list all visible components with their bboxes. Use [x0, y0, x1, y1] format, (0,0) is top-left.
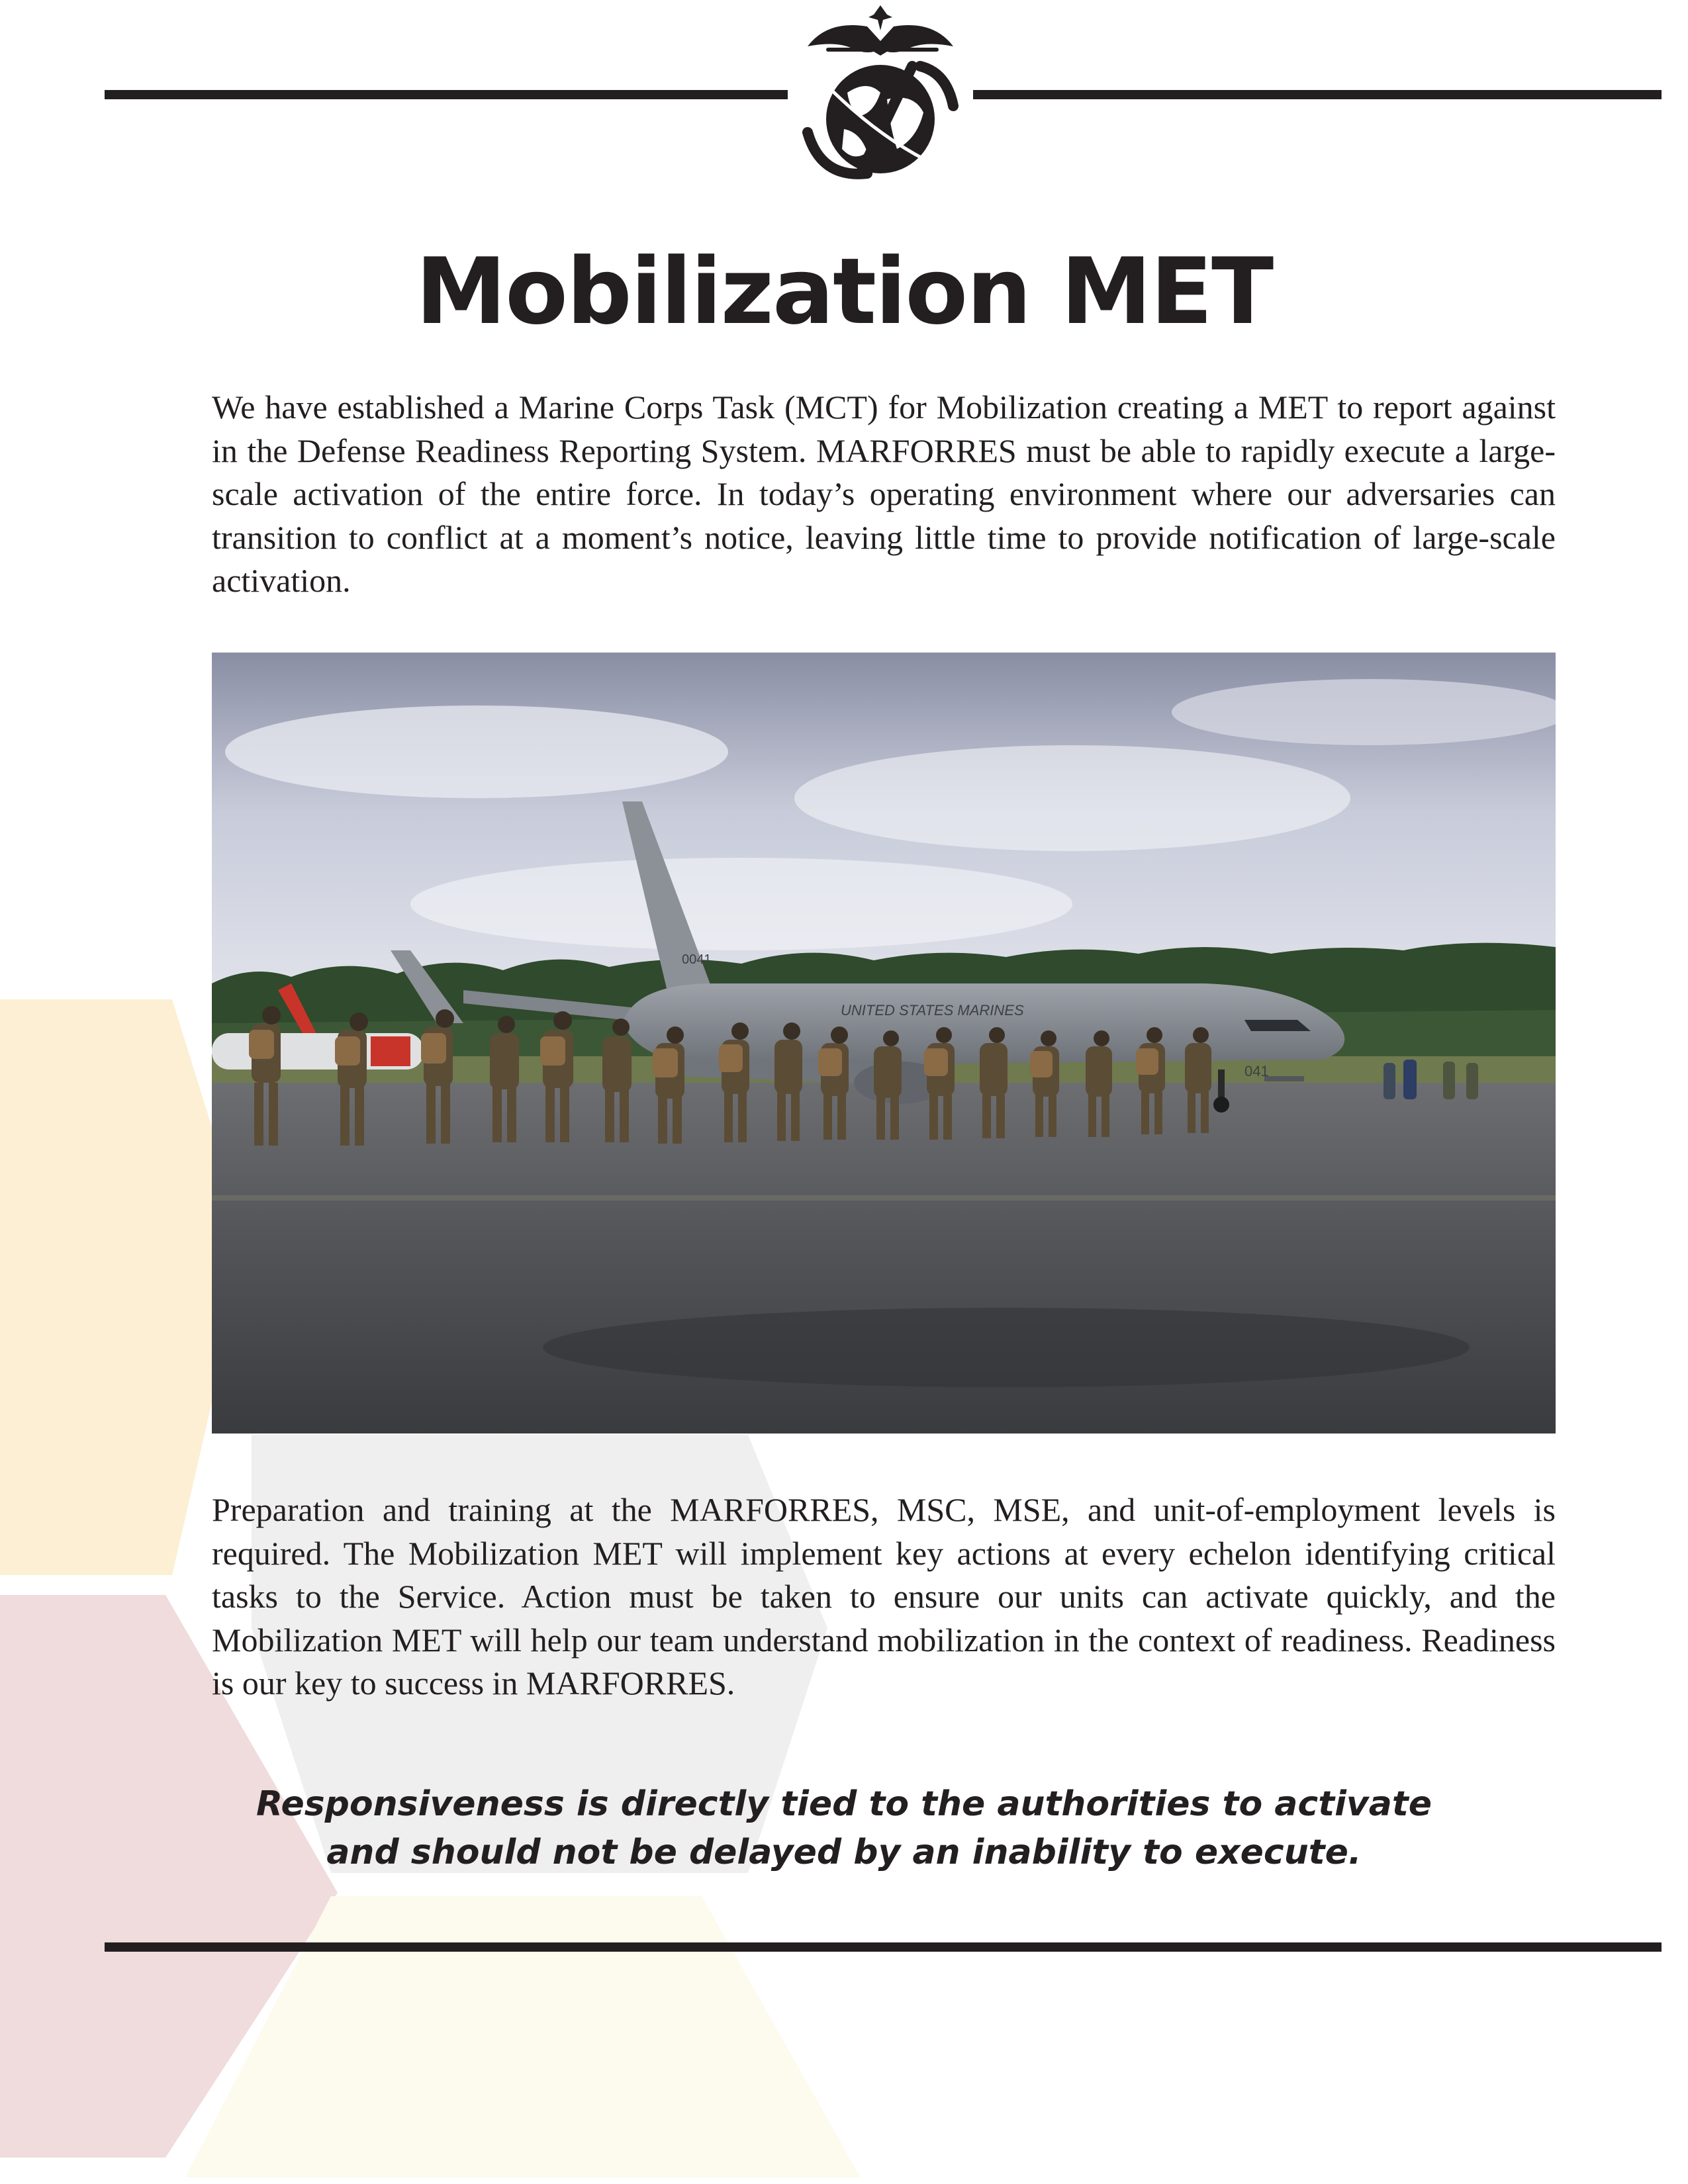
pull-quote-line-2: and should not be delayed by an inability to execute. [326, 1833, 1362, 1872]
marines-boarding-aircraft-photo [212, 653, 1556, 1433]
top-rule-right [973, 90, 1662, 99]
hexagon-gold-left [0, 999, 248, 1575]
page-title: Mobilization MET [415, 238, 1273, 345]
aircraft-nose-number: 041 [1244, 1063, 1269, 1079]
top-rule-left [105, 90, 788, 99]
bottom-rule [105, 1942, 1662, 1952]
intro-paragraph: We have established a Marine Corps Task (MCT) for Mobilization creating a MET to report against in the Defense Readiness Reporting System. MARFORRES must be able to rapidly execute a large-scale activation of the entire force. In today’s operating environment where our adversaries can transition to conflict at a moment’s notice, leaving little time to provide notification of large-scale activation. [212, 388, 1556, 599]
eagle-globe-anchor-emblem [781, 0, 980, 185]
pull-quote-line-1: Responsiveness is directly tied to the authorities to activate [256, 1784, 1432, 1824]
aircraft-marking-text: UNITED STATES MARINES [841, 1002, 1024, 1019]
pull-quote [0, 1780, 1688, 1877]
aircraft-tail-number: 0041 [682, 952, 712, 967]
body-paragraph: Preparation and training at the MARFORRES, MSC, MSE, and unit-of-employment levels is required. The Mobilization MET will implement key actions at every echelon identifying critical tasks to the Service. Action must be taken to ensure our units can activate quickly, and the Mobilization MET will help our team understand mobilization in the context of readiness. Readiness is our key to success in MARFORRES. [212, 1491, 1556, 1702]
